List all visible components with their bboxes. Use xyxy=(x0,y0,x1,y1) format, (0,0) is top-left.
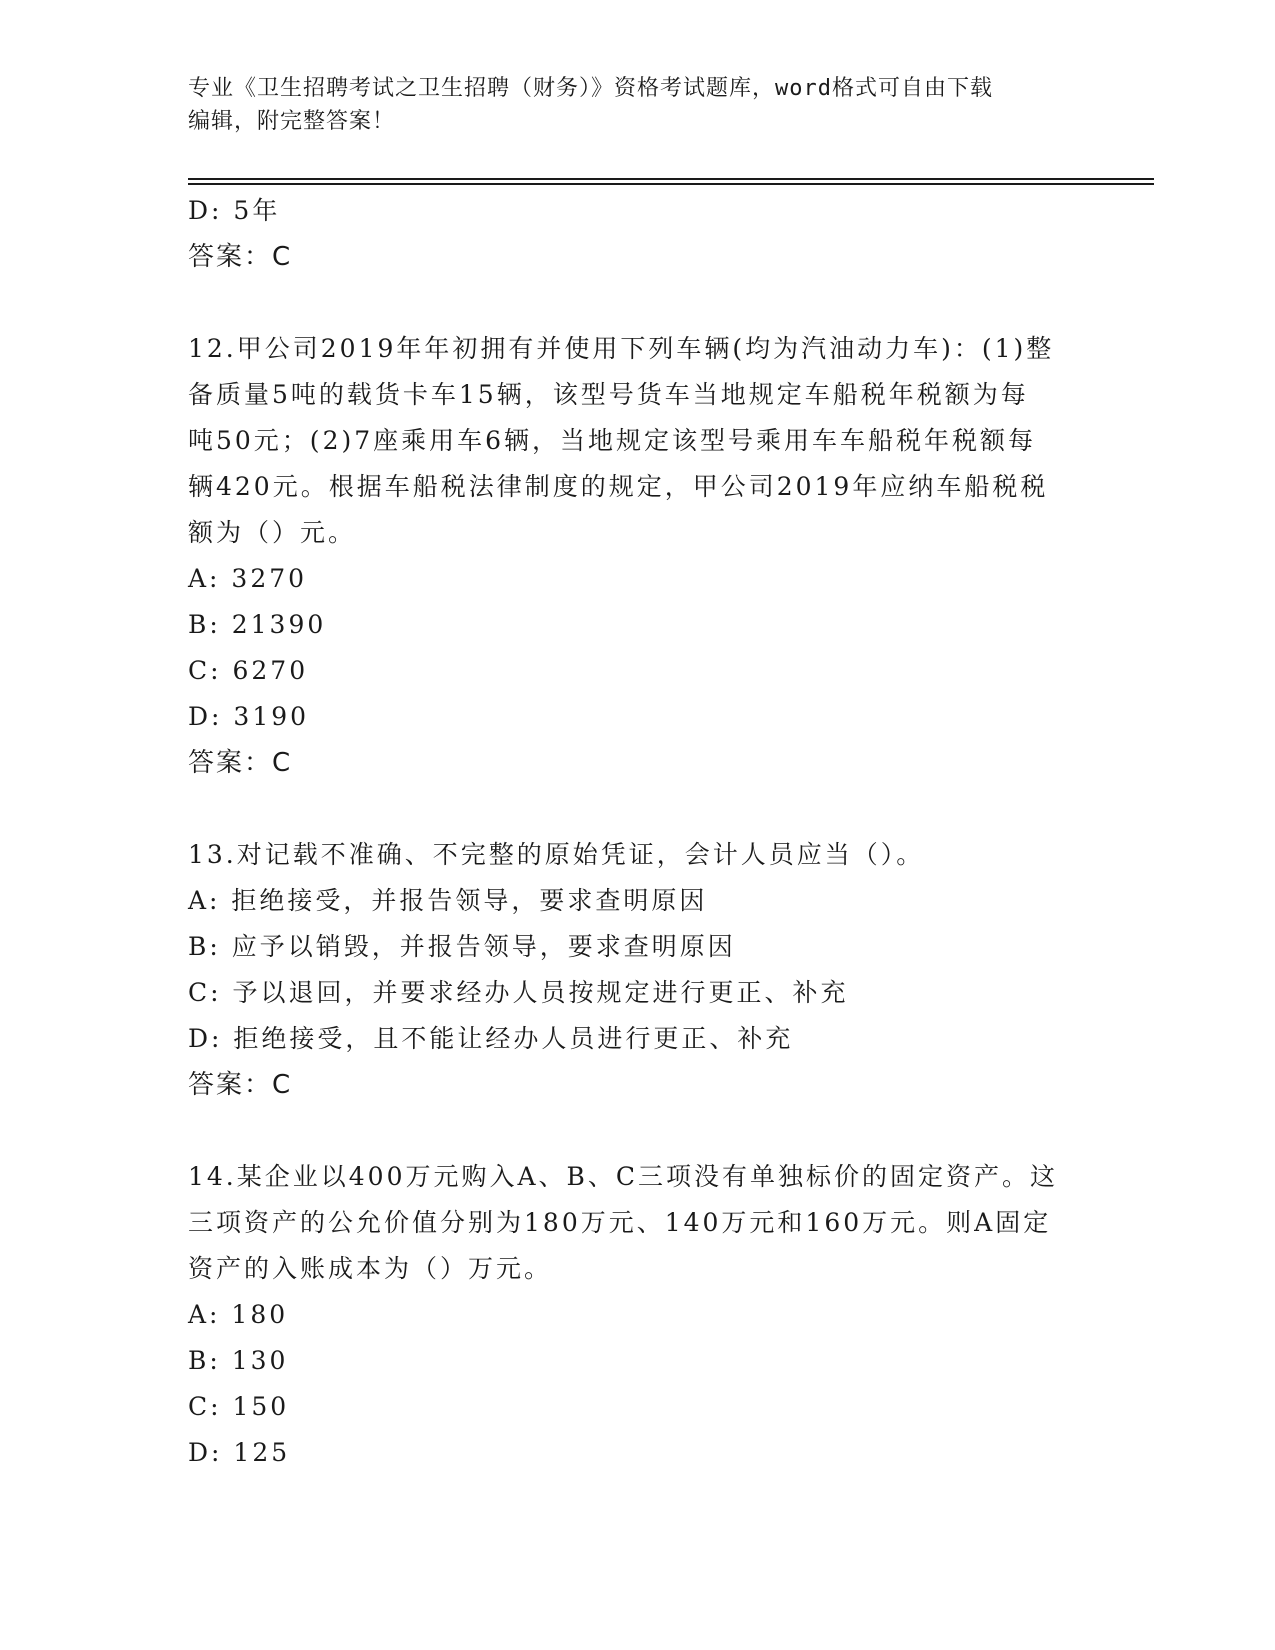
option-b: B: 应予以销毁，并报告领导，要求查明原因 xyxy=(188,932,736,961)
question-stem-line: 资产的入账成本为（）万元。 xyxy=(188,1254,553,1283)
option-d: D: 5年 xyxy=(188,196,281,225)
question-stem-line: 三项资产的公允价值分别为180万元、140万元和160万元。则A固定 xyxy=(188,1208,1052,1237)
header-line-2: 编辑，附完整答案！ xyxy=(188,109,396,134)
question-stem-line: 12.甲公司2019年年初拥有并使用下列车辆(均为汽油动力车)：(1)整 xyxy=(188,334,1055,363)
page-header xyxy=(188,72,1068,138)
option-c: C: 150 xyxy=(188,1392,290,1421)
spacer xyxy=(188,786,1088,832)
question-stem-line: 额为（）元。 xyxy=(188,518,357,547)
spacer xyxy=(188,1108,1088,1154)
answer: 答案：C xyxy=(188,748,293,778)
question-stem-line: 吨50元；(2)7座乘用车6辆，当地规定该型号乘用车车船税年税额每 xyxy=(188,426,1037,455)
option-d: D: 3190 xyxy=(188,702,310,731)
header-line-1: 专业《卫生招聘考试之卫生招聘（财务）》资格考试题库，word格式可自由下载 xyxy=(188,76,993,101)
option-b: B: 21390 xyxy=(188,610,327,639)
question-stem-line: 备质量5吨的载货卡车15辆，该型号货车当地规定车船税年税额为每 xyxy=(188,380,1029,409)
question-13 xyxy=(188,832,1088,1108)
option-a: A: 拒绝接受，并报告领导，要求查明原因 xyxy=(188,886,708,915)
header-divider-top xyxy=(188,178,1154,180)
option-a: A: 3270 xyxy=(188,564,308,593)
option-b: B: 130 xyxy=(188,1346,289,1375)
answer: 答案：C xyxy=(188,242,293,272)
document-body xyxy=(188,188,1088,1476)
header-divider-bottom xyxy=(188,183,1154,185)
spacer xyxy=(188,280,1088,326)
option-c: C: 予以退回，并要求经办人员按规定进行更正、补充 xyxy=(188,978,849,1007)
option-a: A: 180 xyxy=(188,1300,289,1329)
option-d: D: 拒绝接受，且不能让经办人员进行更正、补充 xyxy=(188,1024,794,1053)
question-stem-line: 14.某企业以400万元购入A、B、C三项没有单独标价的固定资产。这 xyxy=(188,1162,1059,1191)
question-11-tail xyxy=(188,188,1088,280)
option-c: C: 6270 xyxy=(188,656,309,685)
answer: 答案：C xyxy=(188,1070,293,1100)
question-12 xyxy=(188,326,1088,786)
question-stem-line: 13.对记载不准确、不完整的原始凭证，会计人员应当（）。 xyxy=(188,840,925,869)
question-14 xyxy=(188,1154,1088,1476)
question-stem-line: 辆420元。根据车船税法律制度的规定，甲公司2019年应纳车船税税 xyxy=(188,472,1049,501)
option-d: D: 125 xyxy=(188,1438,291,1467)
